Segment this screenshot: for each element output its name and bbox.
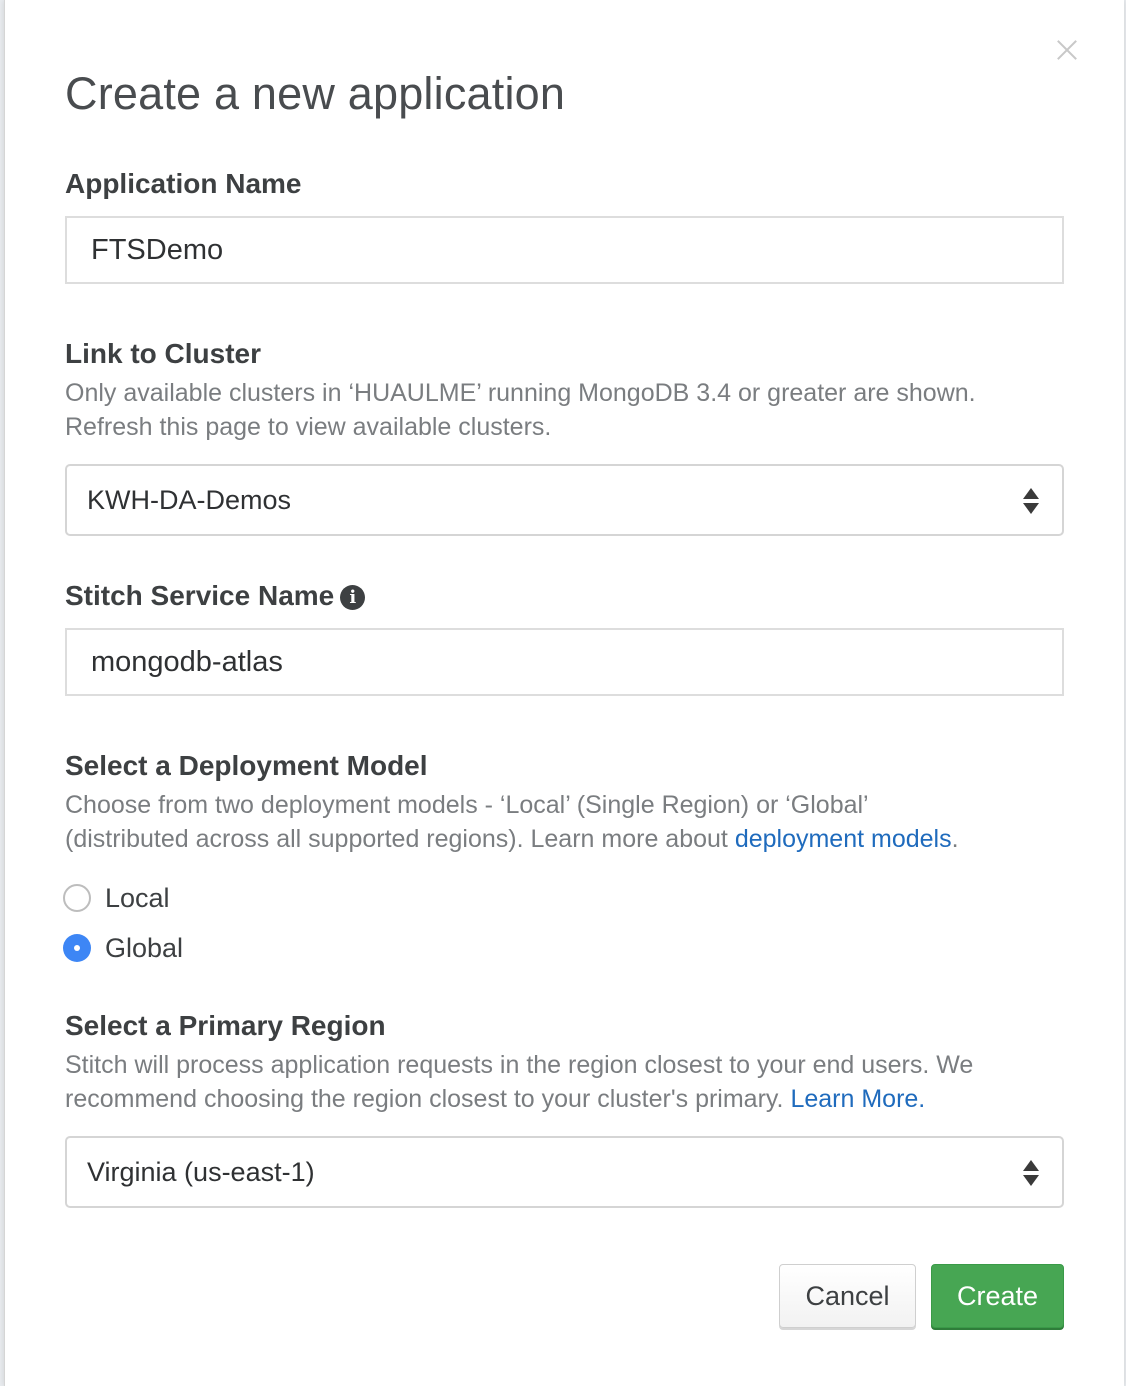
deployment-help-line bbox=[65, 822, 1065, 856]
region-help-line: Stitch will process application requests in the region closest to your end users. We bbox=[65, 1051, 974, 1079]
cluster-help-text bbox=[65, 376, 1065, 444]
select-arrows-icon bbox=[1022, 486, 1040, 516]
application-name-input[interactable]: FTSDemo bbox=[65, 216, 1064, 284]
radio-global[interactable] bbox=[63, 930, 183, 966]
region-help-prefix: recommend choosing the region closest to your cluster's primary. bbox=[65, 1085, 791, 1113]
cluster-help-line: Refresh this page to view available clusters. bbox=[65, 413, 552, 441]
primary-region-label: Select a Primary Region bbox=[65, 1010, 386, 1041]
create-button[interactable]: Create bbox=[931, 1264, 1064, 1328]
deployment-model-label: Select a Deployment Model bbox=[65, 750, 428, 781]
cluster-select-value: KWH-DA-Demos bbox=[87, 485, 292, 515]
radio-label-global: Global bbox=[105, 932, 184, 963]
cancel-button[interactable]: Cancel bbox=[779, 1264, 916, 1328]
learn-more-link[interactable]: Learn More. bbox=[790, 1085, 926, 1113]
region-help-text bbox=[65, 1048, 1065, 1116]
close-icon[interactable] bbox=[1051, 34, 1083, 66]
service-name-label-text: Stitch Service Name bbox=[65, 580, 335, 611]
deployment-help-line: Choose from two deployment models - ‘Local’ (Single Region) or ‘Global’ bbox=[65, 791, 869, 819]
radio-label-local: Local bbox=[105, 882, 170, 913]
region-select-value: Virginia (us-east-1) bbox=[87, 1157, 315, 1187]
radio-local[interactable] bbox=[63, 880, 170, 916]
cluster-help-line: Only available clusters in ‘HUAULME’ running MongoDB 3.4 or greater are shown. bbox=[65, 379, 976, 407]
modal-title: Create a new application bbox=[65, 68, 566, 119]
service-name-input[interactable]: mongodb-atlas bbox=[65, 628, 1064, 696]
deployment-help-prefix: (distributed across all supported regions). Learn more about bbox=[65, 825, 735, 853]
radio-button-local[interactable] bbox=[63, 884, 91, 912]
create-application-modal bbox=[4, 0, 1124, 1386]
application-name-label: Application Name bbox=[65, 168, 302, 199]
region-help-line bbox=[65, 1082, 1065, 1116]
select-arrows-icon bbox=[1022, 1158, 1040, 1188]
radio-button-global[interactable] bbox=[63, 934, 91, 962]
cluster-select[interactable] bbox=[65, 464, 1064, 536]
region-select[interactable] bbox=[65, 1136, 1064, 1208]
deployment-models-link[interactable]: deployment models bbox=[734, 825, 952, 853]
service-name-label bbox=[65, 580, 365, 612]
info-icon[interactable]: i bbox=[340, 585, 365, 610]
link-to-cluster-label: Link to Cluster bbox=[65, 338, 262, 369]
deployment-help-text bbox=[65, 788, 1065, 856]
deployment-help-suffix: . bbox=[951, 825, 959, 853]
